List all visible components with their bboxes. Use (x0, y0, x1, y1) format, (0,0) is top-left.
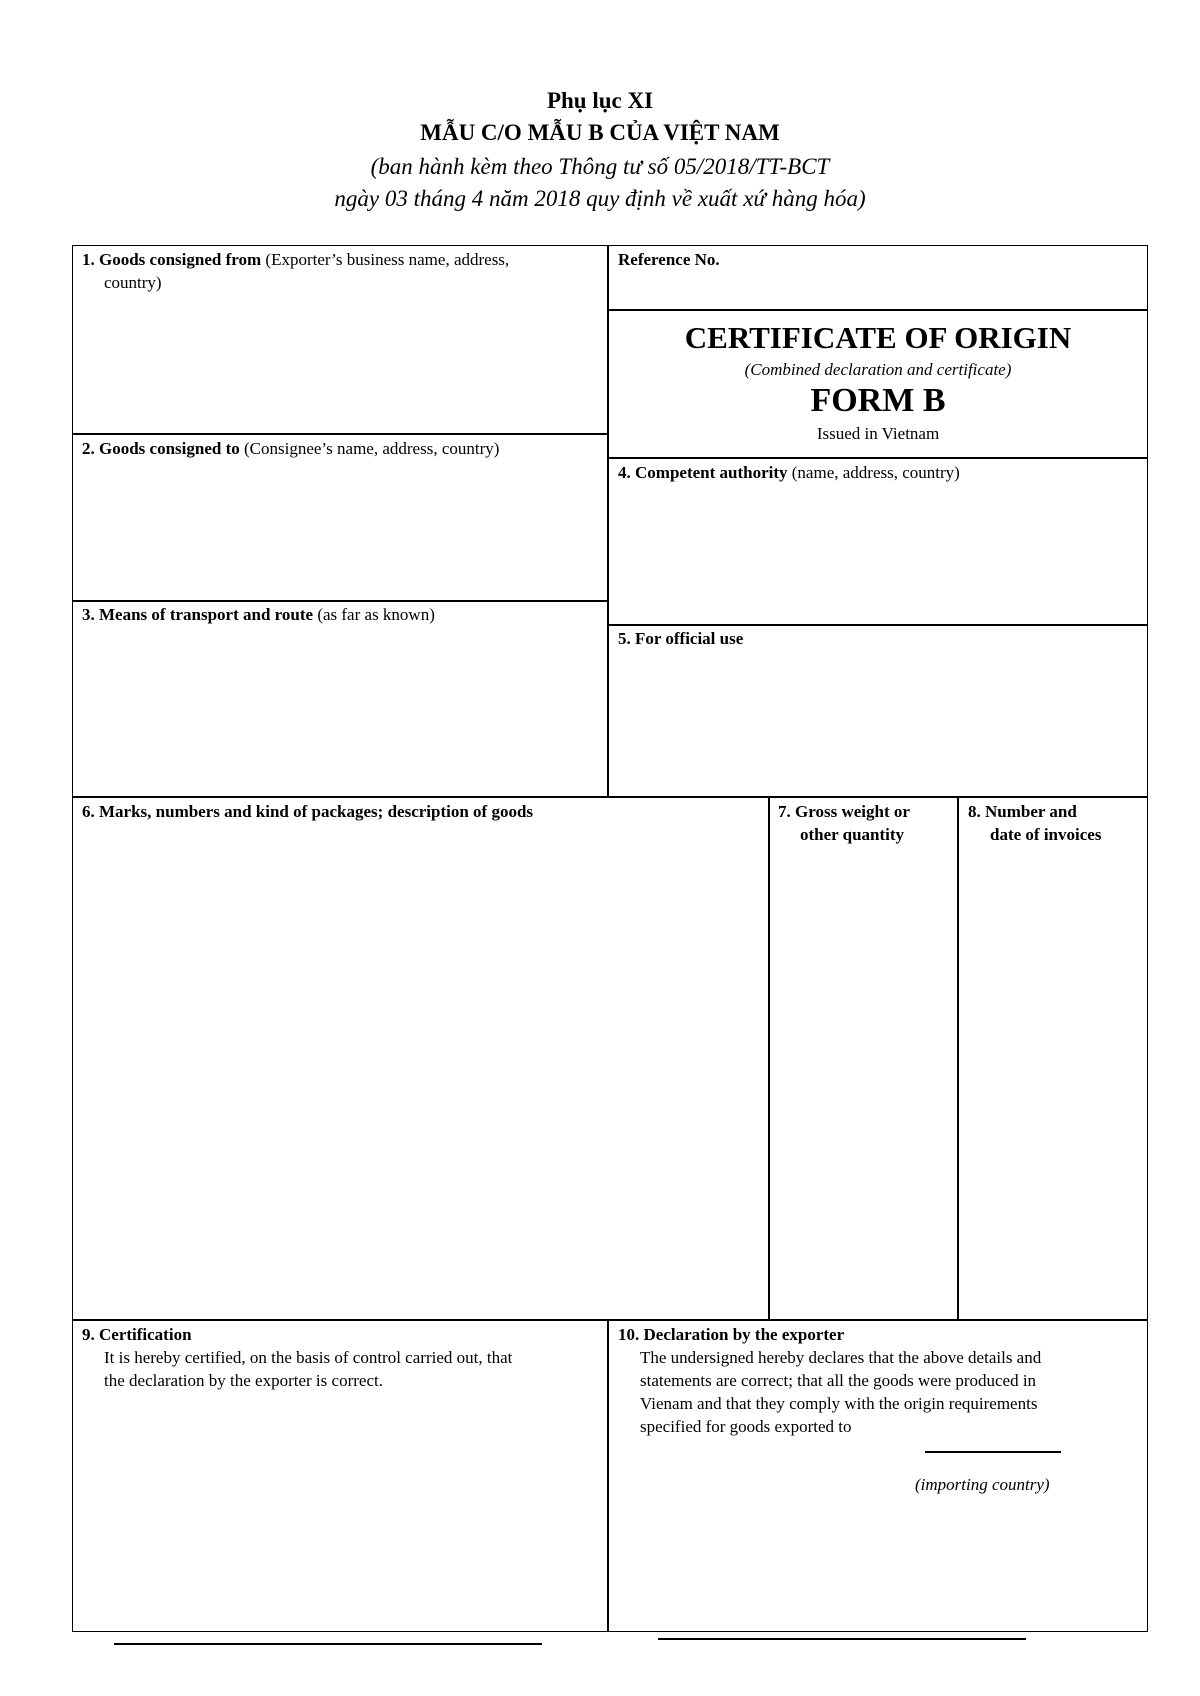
box10-text-line1: The undersigned hereby declares that the above details and (640, 1348, 1042, 1367)
divider-reference (607, 309, 1148, 311)
box9-label: 9. Certification (82, 1325, 192, 1344)
certificate-subtitle: (Combined declaration and certificate) (744, 360, 1012, 379)
divider-box6-box7 (768, 796, 770, 1320)
box9-text-line2: the declaration by the exporter is correct. (104, 1371, 383, 1390)
box7-label-line1: 7. Gross weight or (778, 802, 910, 821)
importing-country-caption: (importing country) (915, 1475, 1050, 1494)
box2-consignee (82, 437, 602, 460)
box10-text-line4: specified for goods exported to (640, 1417, 852, 1436)
box10-text-line3: Vienam and that they comply with the origin requirements (640, 1394, 1038, 1413)
box9-text-line1: It is hereby certified, on the basis of control carried out, that (104, 1348, 513, 1367)
reference-no-label: Reference No. (618, 250, 720, 269)
document-subtitle-line2: ngày 03 tháng 4 năm 2018 quy định về xuất xứ hàng hóa) (334, 186, 866, 211)
divider-box7-box8 (957, 796, 959, 1320)
document-title: MẪU C/O MẪU B CỦA VIỆT NAM (420, 120, 780, 145)
box4-label: 4. Competent authority (618, 463, 788, 482)
divider-certificate-box4 (607, 457, 1148, 459)
divider-box9-box10 (607, 1319, 609, 1632)
divider-middle-bottom (72, 1319, 1148, 1321)
box9-certification (82, 1323, 602, 1392)
box5-official-use-label: 5. For official use (618, 629, 744, 648)
divider-box1-box2 (72, 433, 608, 435)
signature-line-left (114, 1643, 542, 1645)
box3-label: 3. Means of transport and route (82, 605, 314, 624)
box6-goods-label: 6. Marks, numbers and kind of packages; description of goods (82, 802, 534, 821)
box1-label-continuation: country) (104, 273, 162, 292)
divider-top-middle (72, 796, 1148, 798)
form-b-title: FORM B (810, 382, 946, 419)
appendix-heading: Phụ lục XI (546, 88, 654, 113)
divider-box4-box5 (607, 624, 1148, 626)
box4-authority (618, 461, 1143, 484)
box10-text-line2: statements are correct; that all the goods were produced in (640, 1371, 1037, 1390)
box3-transport (82, 603, 602, 626)
box8-label-line2: date of invoices (990, 825, 1102, 844)
issued-in: Issued in Vietnam (816, 424, 940, 443)
importing-country-line (925, 1451, 1061, 1453)
document-subtitle-line1: (ban hành kèm theo Thông tư số 05/2018/TT-BCT (370, 154, 830, 179)
box1-label: 1. Goods consigned from (82, 250, 262, 269)
certificate-title: CERTIFICATE OF ORIGIN (684, 320, 1072, 355)
box7-weight (778, 800, 956, 846)
box1-label-detail: (Exporter’s business name, address, (261, 250, 510, 269)
divider-box2-box3 (72, 600, 608, 602)
box8-label-line1: 8. Number and (968, 802, 1077, 821)
box2-label-detail: (Consignee’s name, address, country) (239, 439, 500, 458)
box10-declaration (618, 1323, 1146, 1438)
box7-label-line2: other quantity (800, 825, 905, 844)
box2-label: 2. Goods consigned to (82, 439, 240, 458)
box10-label: 10. Declaration by the exporter (618, 1325, 845, 1344)
signature-line-right (658, 1638, 1026, 1640)
box8-invoices (968, 800, 1146, 846)
box4-label-detail: (name, address, country) (787, 463, 960, 482)
box3-label-detail: (as far as known) (313, 605, 435, 624)
box1-consignor (82, 248, 602, 294)
